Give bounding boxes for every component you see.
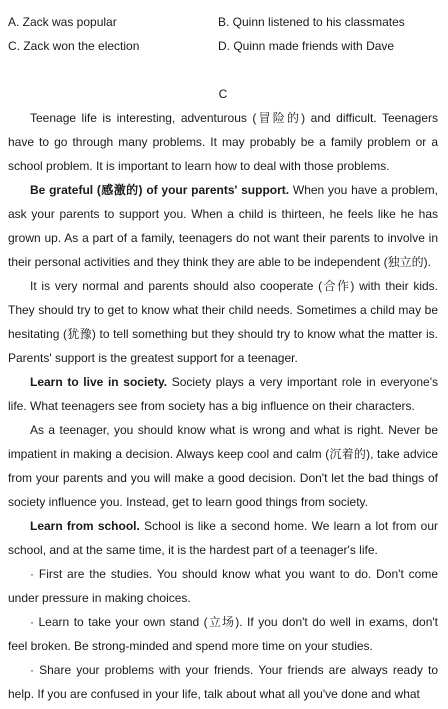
paragraph-8	[8, 610, 438, 658]
paragraph-9-body: · Share your problems with your friends. Your friends are always ready to help. If you are confused in your life, talk about what all you've done and what	[8, 663, 438, 701]
paragraph-6	[8, 514, 438, 562]
paragraph-4-lead: Learn to live in society.	[30, 375, 168, 389]
paragraph-9	[8, 658, 438, 706]
paragraph-6-lead: Learn from school.	[30, 519, 140, 533]
paragraph-1	[8, 106, 438, 178]
paragraph-3	[8, 274, 438, 370]
paragraph-4-body: Society plays a very important role in everyone's life. What teenagers see from society has a big influence on their characters.	[8, 375, 438, 413]
paragraph-2	[8, 178, 438, 274]
paragraph-4	[8, 370, 438, 418]
paragraph-7-body: · First are the studies. You should know what you want to do. Don't come under pressure in making choices.	[8, 567, 438, 605]
option-d: D. Quinn made friends with Dave	[218, 39, 395, 53]
paragraph-1-body: Teenage life is interesting, adventurous (冒险的) and difficult. Teenagers have to go through many problems. It may probably be a family problem or a school problem. It is important to learn how to deal with those problems.	[8, 111, 438, 173]
option-c: C. Zack won the election	[8, 39, 140, 53]
paragraph-2-body: When you have a problem, ask your parents to support you. When a child is thirteen, he feels like he has grown up. As a part of a family, teenagers do not want their parents to involve in their personal activities and they think they are able to be independent (独立的).	[8, 183, 438, 269]
paragraph-6-body: School is like a second home. We learn a lot from our school, and at the same time, it is the hardest part of a teenager's life.	[8, 519, 438, 557]
paragraph-5-body: As a teenager, you should know what is wrong and what is right. Never be impatient in making a decision. Always keep cool and calm (沉着的), take advice from your parents and you will make a good decision. Don't let the bad things of society influence you. Instead, get to learn good things from society.	[8, 423, 438, 509]
section-label: C	[218, 87, 228, 101]
option-a: A. Zack was popular	[8, 15, 117, 29]
passage	[8, 106, 438, 706]
paragraph-8-body: · Learn to take your own stand (立场). If you don't do well in exams, don't feel broken. Be strong-minded and spend more time on your studies.	[8, 615, 438, 653]
paragraph-7	[8, 562, 438, 610]
option-b: B. Quinn listened to his classmates	[218, 15, 405, 29]
paragraph-3-body: It is very normal and parents should also cooperate (合作) with their kids. They should try to get to know what their child needs. Sometimes a child may be hesitating (犹豫) to tell something but they should try to know what the matter is. Parents' support is the greatest support for a teenager.	[8, 279, 438, 365]
answer-options	[8, 10, 438, 58]
paragraph-2-lead: Be grateful (感激的) of your parents' support.	[30, 183, 290, 197]
paragraph-5	[8, 418, 438, 514]
